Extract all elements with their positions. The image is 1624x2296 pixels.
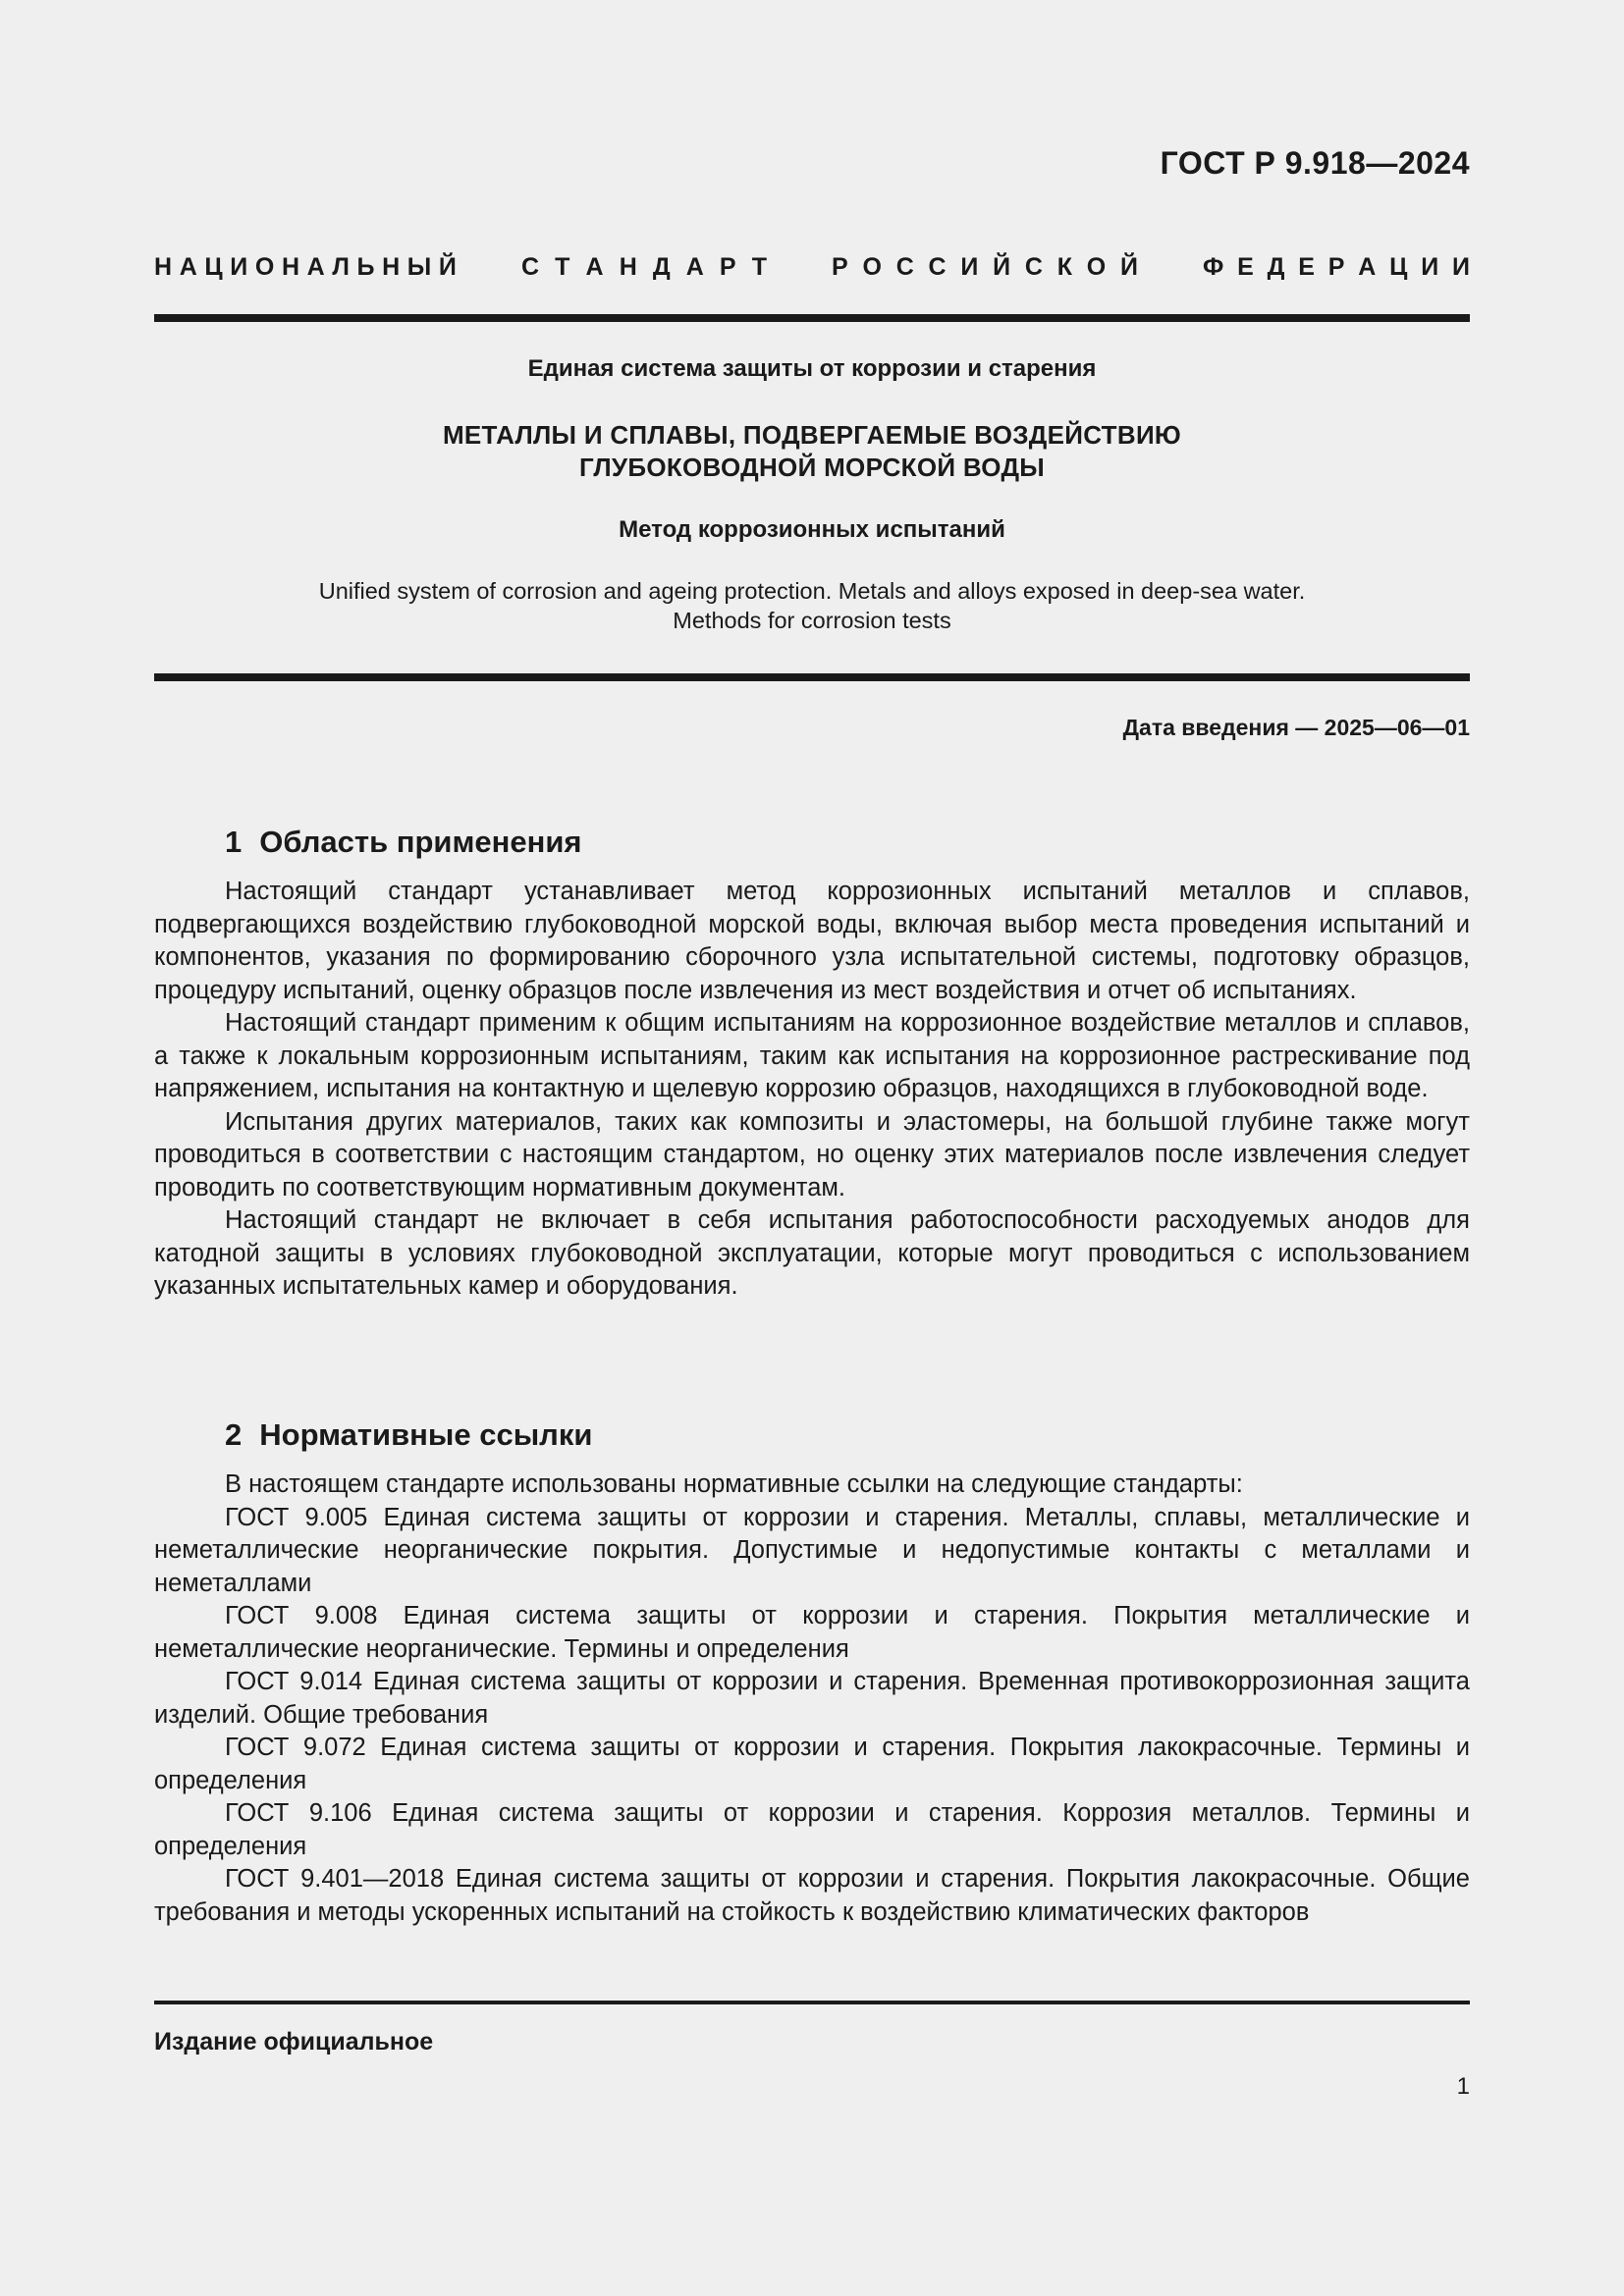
method-subtitle: Метод коррозионных испытаний <box>619 516 1005 543</box>
national-word-4: Ф Е Д Е Р А Ц И И <box>1203 253 1470 281</box>
paragraph: В настоящем стандарте использованы нормативные ссылки на следующие стандарты: <box>225 1470 1243 1498</box>
document-code: ГОСТ Р 9.918—2024 <box>1160 145 1470 181</box>
system-name: Единая система защиты от коррозии и старения <box>527 355 1097 382</box>
reference-item: ГОСТ 9.014 Единая система защиты от коррозии и старения. Временная противокоррозионная защита изделий. Общие требования <box>154 1668 1470 1729</box>
paragraph: Настоящий стандарт устанавливает метод коррозионных испытаний металлов и сплавов, подвергающихся воздействию глубоководной морской воды, включая выбор места проведения испытаний и компонентов, указания по формированию сборочного узла испытательной системы, подготовку образцов, процедуру испытаний, оценку образцов после извлечения из мест воздействия и отчет об испытаниях. <box>154 878 1470 1004</box>
title-divider <box>154 673 1470 681</box>
section-normative-references <box>154 1415 1470 1929</box>
paragraph: Настоящий стандарт применим к общим испытаниям на коррозионное воздействие металлов и сплавов, а также к локальным коррозионным испытаниям, таким как испытания на коррозионное растрескивание под напряжением, испытания на контактную и щелевую коррозию образцов, находящихся в глубоководной воде. <box>154 1009 1470 1102</box>
reference-item: ГОСТ 9.072 Единая система защиты от коррозии и старения. Покрытия лакокрасочные. Термины и определения <box>154 1734 1470 1794</box>
title-line-1: МЕТАЛЛЫ И СПЛАВЫ, ПОДВЕРГАЕМЫЕ ВОЗДЕЙСТВИЮ <box>442 420 1182 450</box>
top-divider <box>154 314 1470 322</box>
footer-divider <box>154 2001 1470 2004</box>
paragraph: Испытания других материалов, таких как композиты и эластомеры, на большой глубине также могут проводиться в соответствии с настоящим стандартом, но оценку этих материалов после извлечения следует проводить по соответствующим нормативным документам. <box>154 1107 1470 1201</box>
paragraph: Настоящий стандарт не включает в себя испытания работоспособности расходуемых анодов для катодной защиты в условиях глубоководной эксплуатации, которые могут проводиться с использованием указанных испытательных камер и оборудования. <box>154 1206 1470 1300</box>
english-title <box>154 576 1470 635</box>
national-word-1: Н А Ц И О Н А Л Ь Н Ы Й <box>154 253 457 281</box>
national-word-3: Р О С С И Й С К О Й <box>832 253 1138 281</box>
english-title-line-1: Unified system of corrosion and ageing protection. Metals and alloys exposed in deep-sea water. <box>318 578 1306 604</box>
official-edition-label: Издание официальное <box>154 2028 434 2056</box>
page-number: 1 <box>1456 2073 1470 2100</box>
reference-item: ГОСТ 9.106 Единая система защиты от коррозии и старения. Коррозия металлов. Термины и определения <box>154 1799 1470 1860</box>
document-title <box>154 419 1470 484</box>
reference-item: ГОСТ 9.008 Единая система защиты от коррозии и старения. Покрытия металлические и неметаллические неорганические. Термины и определения <box>154 1602 1470 1663</box>
introduction-date: Дата введения — 2025—06—01 <box>1122 715 1470 740</box>
national-standard-heading <box>154 253 1470 282</box>
reference-item: ГОСТ 9.401—2018 Единая система защиты от коррозии и старения. Покрытия лакокрасочные. Общие требования и методы ускоренных испытаний на стойкость к воздействию климатических факторов <box>154 1865 1470 1926</box>
english-title-line-2: Methods for corrosion tests <box>673 608 951 633</box>
title-line-2: ГЛУБОКОВОДНОЙ МОРСКОЙ ВОДЫ <box>578 453 1046 482</box>
section-heading: 2 Нормативные ссылки <box>225 1417 593 1452</box>
reference-item: ГОСТ 9.005 Единая система защиты от коррозии и старения. Металлы, сплавы, металлические и неметаллические неорганические покрытия. Допустимые и недопустимые контакты с металлами и неметаллами <box>154 1503 1470 1597</box>
section-scope <box>154 823 1470 1304</box>
section-heading: 1 Область применения <box>225 825 582 859</box>
national-word-2: С Т А Н Д А Р Т <box>521 253 767 281</box>
